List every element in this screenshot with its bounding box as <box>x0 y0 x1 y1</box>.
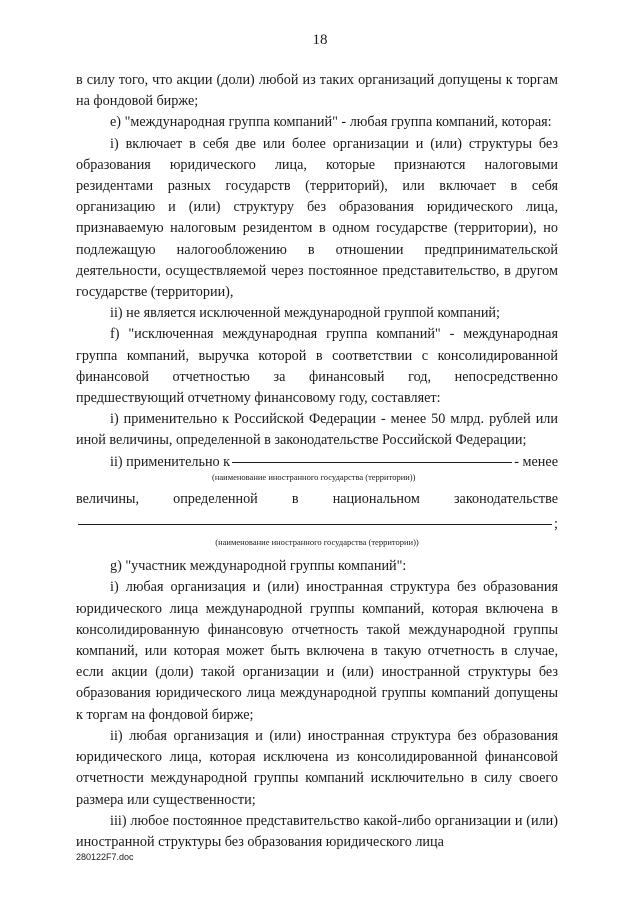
justified-line <box>76 489 558 510</box>
fill-in-line-country <box>76 452 558 473</box>
word: величины, <box>76 490 139 507</box>
paragraph: i) применительно к Российской Федерации - менее 50 млрд. рублей или иной величины, определенной в законодательстве Российской Федерации; <box>76 411 558 449</box>
paragraph: i) включает в себя две или более организации и (или) структуры без образования юридического лица, которые признаются налоговыми резидентами разных государств (территорий), или включает в себя организацию и (или) структуру без образования юридического лица, признаваемую налоговым резидентом в одном государстве (территории), но подлежащую налогообложению в отношении предпринимательской деятельности, осуществляемой через постоянное представительство, в другом государстве (территории), <box>76 135 558 301</box>
paragraph-end: - менее <box>514 453 558 470</box>
word: законодательстве <box>453 490 558 507</box>
paragraph: е) "международная группа компаний" - любая группа компаний, которая: <box>110 114 552 131</box>
fill-in-line-country-2 <box>76 514 558 535</box>
page-number: 18 <box>312 32 328 48</box>
field-hint: (наименование иностранного государства (территории)) <box>212 471 416 482</box>
word: в <box>291 490 299 507</box>
word: национальном <box>332 490 420 507</box>
paragraph: ii) любая организация и (или) иностранная структура без образования юридического лица, которая исключена из консолидированной финансовой отчетности международной группы компаний исключительно в силу своего размера или существенности; <box>76 727 558 808</box>
paragraph-start: ii) применительно к <box>110 453 231 470</box>
paragraph: ii) не является исключенной международной группой компаний; <box>110 305 500 322</box>
paragraph: f) "исключенная международная группа компаний" - международная группа компаний, выручка которой в соответствии с консолидированной финансовой отчетностью за финансовый год, непосредственно предшествующий отчетному финансовому году, составляет: <box>76 326 558 407</box>
paragraph: iii) любое постоянное представительство какой-либо организации и (или) иностранной структуры без образования юридического лица <box>76 812 558 850</box>
paragraph: в силу того, что акции (доли) любой из таких организаций допущены к торгам на фондовой бирже; <box>76 72 558 110</box>
document-body <box>76 70 558 853</box>
paragraph: i) любая организация и (или) иностранная структура без образования юридического лица международной группы компаний, которая включена в консолидированную финансовую отчетность такой международной группы компаний, или которая может быть включена в такую отчетность в случае, если акции (доли) такой организации и (или) иностранной структуры без образования юридического лица международной группы компаний допущены к торгам на фондовой бирже; <box>76 579 558 723</box>
paragraph: g) "участник международной группы компаний": <box>110 558 407 575</box>
paragraph-end: ; <box>554 516 558 533</box>
field-hint: (наименование иностранного государства (территории)) <box>215 537 419 548</box>
word: определенной <box>173 490 258 507</box>
blank-country-field <box>232 462 512 463</box>
file-name-footer: 280122F7.doc <box>76 852 134 862</box>
blank-country-field <box>78 524 552 525</box>
